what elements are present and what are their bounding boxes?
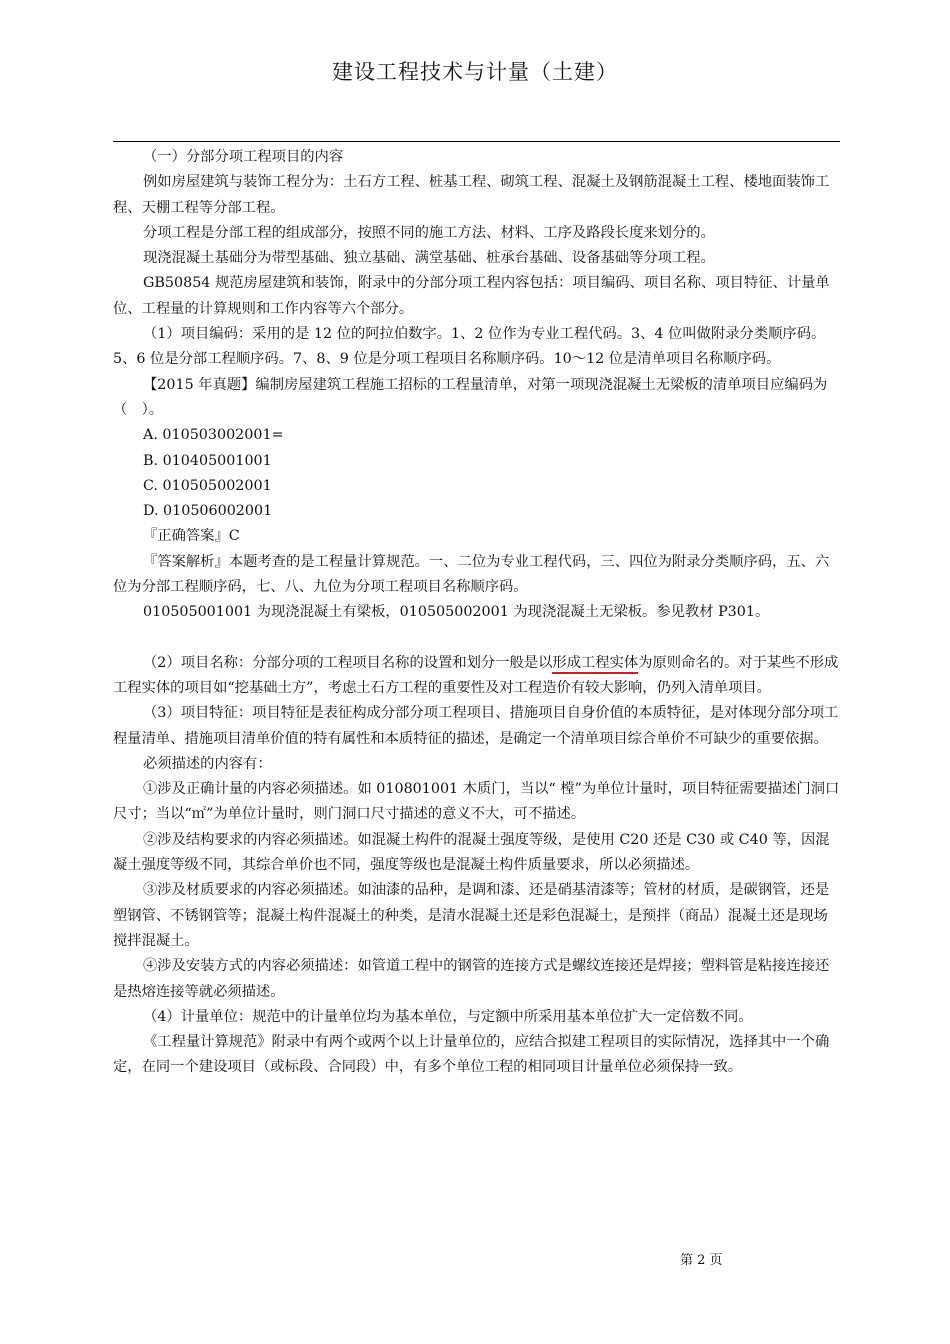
- item-name-text-a: （2）项目名称：分部分项的工程项目名称的设置和划分一般是以: [143, 654, 553, 671]
- paragraph-rule-1: ①涉及正确计量的内容必须描述。如 010801001 木质门，当以“ 樘”为单位计量时，项目特征需要描述门洞口尺寸；当以“㎡”为单位计量时，则门洞口尺寸描述的意义不大，可不描述。: [113, 781, 840, 823]
- spacer: [113, 626, 840, 651]
- option-d: D. 010506002001: [143, 503, 273, 520]
- document-body: [113, 145, 840, 1081]
- item-name-text-b: 为原则命名的。对于某些不形成工程实体的项目如“挖基础土方”，考虑土石方工程的重要性及对工程造价有较大影响，仍列入清单项目。: [113, 654, 839, 696]
- answer-analysis-detail: 010505001001 为现浇混凝土有梁板，010505002001 为现浇混凝土无梁板。参见教材 P301。: [143, 604, 770, 621]
- option-b: B. 010405001001: [143, 452, 272, 469]
- exam-question: [113, 373, 840, 424]
- underlined-phrase: 形成工程实体: [552, 655, 638, 674]
- paragraph-gb50854: GB50854 规范房屋建筑和装饰，附录中的分部分项工程内容包括：项目编码、项目名称、项目特征、计量单位、工程量的计算规则和工作内容等六个部分。: [113, 275, 830, 317]
- page-header-title: 建设工程技术与计量（土建）: [332, 60, 618, 84]
- paragraph-division: 例如房屋建筑与装饰工程分为：土石方工程、桩基工程、砌筑工程、混凝土及钢筋混凝土工程、楼地面装饰工程、天棚工程等分部工程。: [113, 174, 830, 216]
- paragraph-rule-4: ④涉及安装方式的内容必须描述：如管道工程中的钢管的连接方式是螺纹连接还是焊接；塑料管是粘接连接还是热熔连接等就必须描述。: [113, 958, 830, 1000]
- exam-tag: 【2015 年真题】: [143, 376, 256, 393]
- paragraph-code-spec: 《工程量计算规范》附录中有两个或两个以上计量单位的，应结合拟建工程项目的实际情况，选择其中一个确定，在同一个建设项目（或标段、合同段）中，有多个单位工程的相同项目计量单位必须保持一致。: [113, 1034, 830, 1076]
- answer-analysis: 『答案解析』本题考查的是工程量计算规范。一、二位为专业工程代码，三、四位为附录分类顺序码，五、六位为分部工程顺序码，七、八、九位为分项工程项目名称顺序码。: [113, 553, 830, 596]
- paragraph-rule-3: ③涉及材质要求的内容必须描述。如油漆的品种，是调和漆、还是硝基清漆等；管材的材质，是碳钢管，还是塑钢管、不锈钢管等；混凝土构件混凝土的种类，是清水混凝土还是彩色混凝土，是预拌（商品）混凝土还是现场搅拌混凝土。: [113, 882, 830, 949]
- section-heading: （一）分部分项工程项目的内容: [143, 149, 344, 165]
- option-a: A. 010503002001=: [143, 427, 284, 444]
- paragraph-item-code: （1）项目编码：采用的是 12 位的阿拉伯数字。1、2 位作为专业工程代码。3、4 位叫做附录分类顺序码。5、6 位是分部工程顺序码。7、8、9 位是分项工程项目名称顺序码。10～12 位是清单项目名称顺序码。: [113, 326, 826, 368]
- paragraph-item-feature: （3）项目特征：项目特征是表征构成分部分项工程项目、措施项目自身价值的本质特征，是对体现分部分项工程量清单、措施项目清单价值的特有属性和本质特征的描述，是确定一个清单项目综合单价不可缺少的重要依据。: [113, 705, 839, 747]
- paragraph-rule-2: ②涉及结构要求的内容必须描述。如混凝土构件的混凝土强度等级，是使用 C20 还是 C30 或 C40 等，因混凝土强度等级不同，其综合单价也不同，强度等级也是混凝土构件质量要求，所以必须描述。: [113, 831, 830, 874]
- paragraph-must-describe: 必须描述的内容有：: [143, 755, 272, 772]
- paragraph-item-name: [113, 651, 840, 702]
- correct-answer: 『正确答案』C: [143, 528, 240, 545]
- option-c: C. 010505002001: [143, 477, 272, 494]
- header-rule: [113, 141, 840, 142]
- paragraph-subitem: 分项工程是分部工程的组成部分，按照不同的施工方法、材料、工序及路段长度来划分的。: [143, 224, 715, 241]
- page-number: 第 2 页: [680, 1253, 723, 1268]
- paragraph-foundation: 现浇混凝土基础分为带型基础、独立基础、满堂基础、桩承台基础、设备基础等分项工程。: [143, 250, 715, 267]
- exam-question-text: 编制房屋建筑工程施工招标的工程量清单，对第一项现浇混凝土无梁板的清单项目应编码为（ ）。: [113, 376, 828, 418]
- paragraph-unit: （4）计量单位：规范中的计量单位均为基本单位，与定额中所采用基本单位扩大一定倍数不同。: [143, 1008, 753, 1025]
